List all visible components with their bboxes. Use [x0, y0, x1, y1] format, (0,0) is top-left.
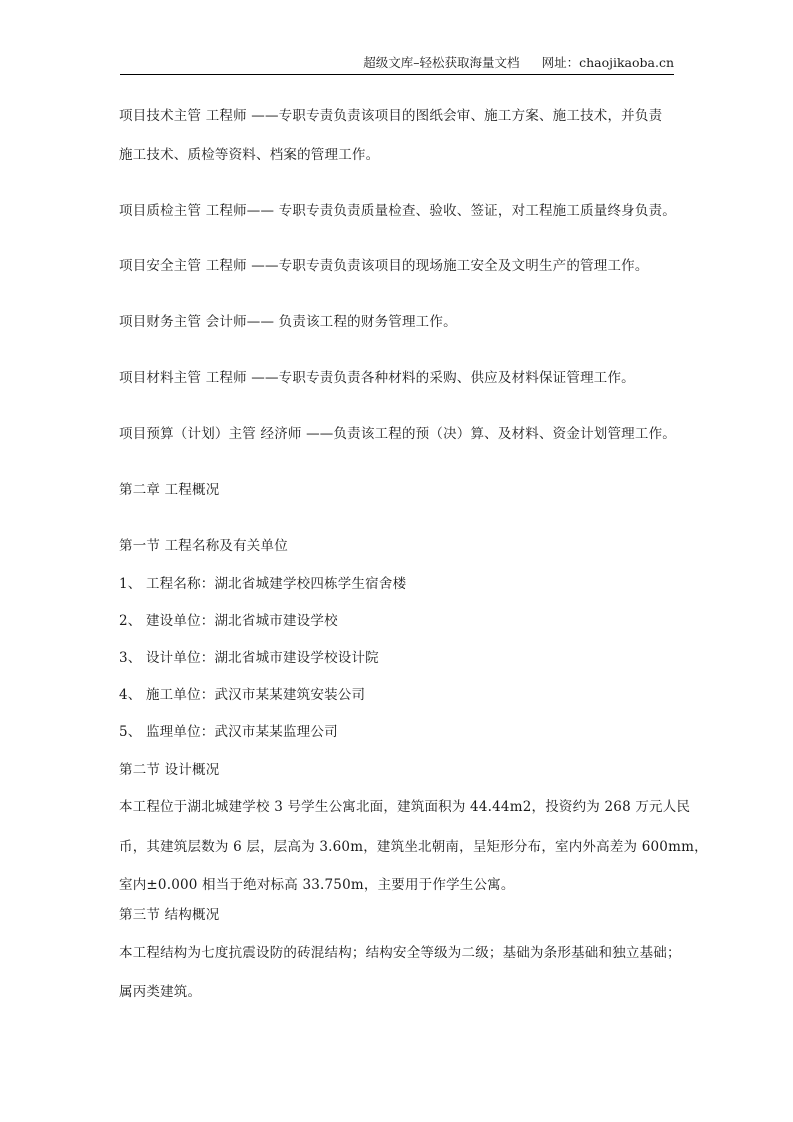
section1-title: 第一节 工程名称及有关单位 [119, 538, 288, 554]
section2-title: 第二节 设计概况 [119, 762, 220, 778]
section3-title: 第三节 结构概况 [119, 907, 220, 923]
role-budget-manager: 项目预算（计划）主管 经济师 ——负责该工程的预（决）算、及材料、资金计划管理工作。 [119, 426, 676, 442]
paragraph-line: 属丙类建筑。 [119, 984, 202, 1000]
site-url: 网址：chaojikaoba.cn [541, 55, 674, 70]
role-qc-manager: 项目质检主管 工程师—— 专职专责负责质量检查、验收、签证，对工程施工质量终身负责。 [119, 203, 676, 219]
role-materials-manager: 项目材料主管 工程师 ——专职专责负责各种材料的采购、供应及材料保证管理工作。 [119, 370, 635, 386]
role-tech-manager-cont: 施工技术、质检等资料、档案的管理工作。 [119, 147, 380, 163]
paragraph-line: 室内±0.000 相当于绝对标高 33.750m，主要用于作学生公寓。 [119, 877, 515, 893]
page-header [120, 54, 674, 75]
chapter-title: 第二章 工程概况 [119, 482, 220, 498]
paragraph-line: 本工程结构为七度抗震设防的砖混结构；结构安全等级为二级；基础为条形基础和独立基础； [119, 945, 681, 961]
site-slogan: 超级文库–轻松获取海量文档 [363, 55, 520, 70]
list-item: 2、 建设单位：湖北省城市建设学校 [119, 613, 338, 629]
role-finance-manager: 项目财务主管 会计师—— 负责该工程的财务管理工作。 [119, 314, 457, 330]
list-item: 1、 工程名称：湖北省城建学校四栋学生宿舍楼 [119, 576, 407, 592]
role-safety-manager: 项目安全主管 工程师 ——专职专责负责该项目的现场施工安全及文明生产的管理工作。 [119, 258, 649, 274]
list-item: 3、 设计单位：湖北省城市建设学校设计院 [119, 650, 379, 666]
paragraph-line: 本工程位于湖北城建学校 3 号学生公寓北面，建筑面积为 44.44m2，投资约为 268 万元人民 [119, 799, 691, 815]
list-item: 5、 监理单位：武汉市某某监理公司 [119, 724, 338, 740]
list-item: 4、 施工单位：武汉市某某建筑安装公司 [119, 687, 366, 703]
paragraph-line: 币，其建筑层数为 6 层，层高为 3.60m，建筑坐北朝南，呈矩形分布，室内外高差为 600mm， [119, 839, 708, 855]
role-tech-manager: 项目技术主管 工程师 ——专职专责负责该项目的图纸会审、施工方案、施工技术，并负责 [119, 108, 663, 124]
